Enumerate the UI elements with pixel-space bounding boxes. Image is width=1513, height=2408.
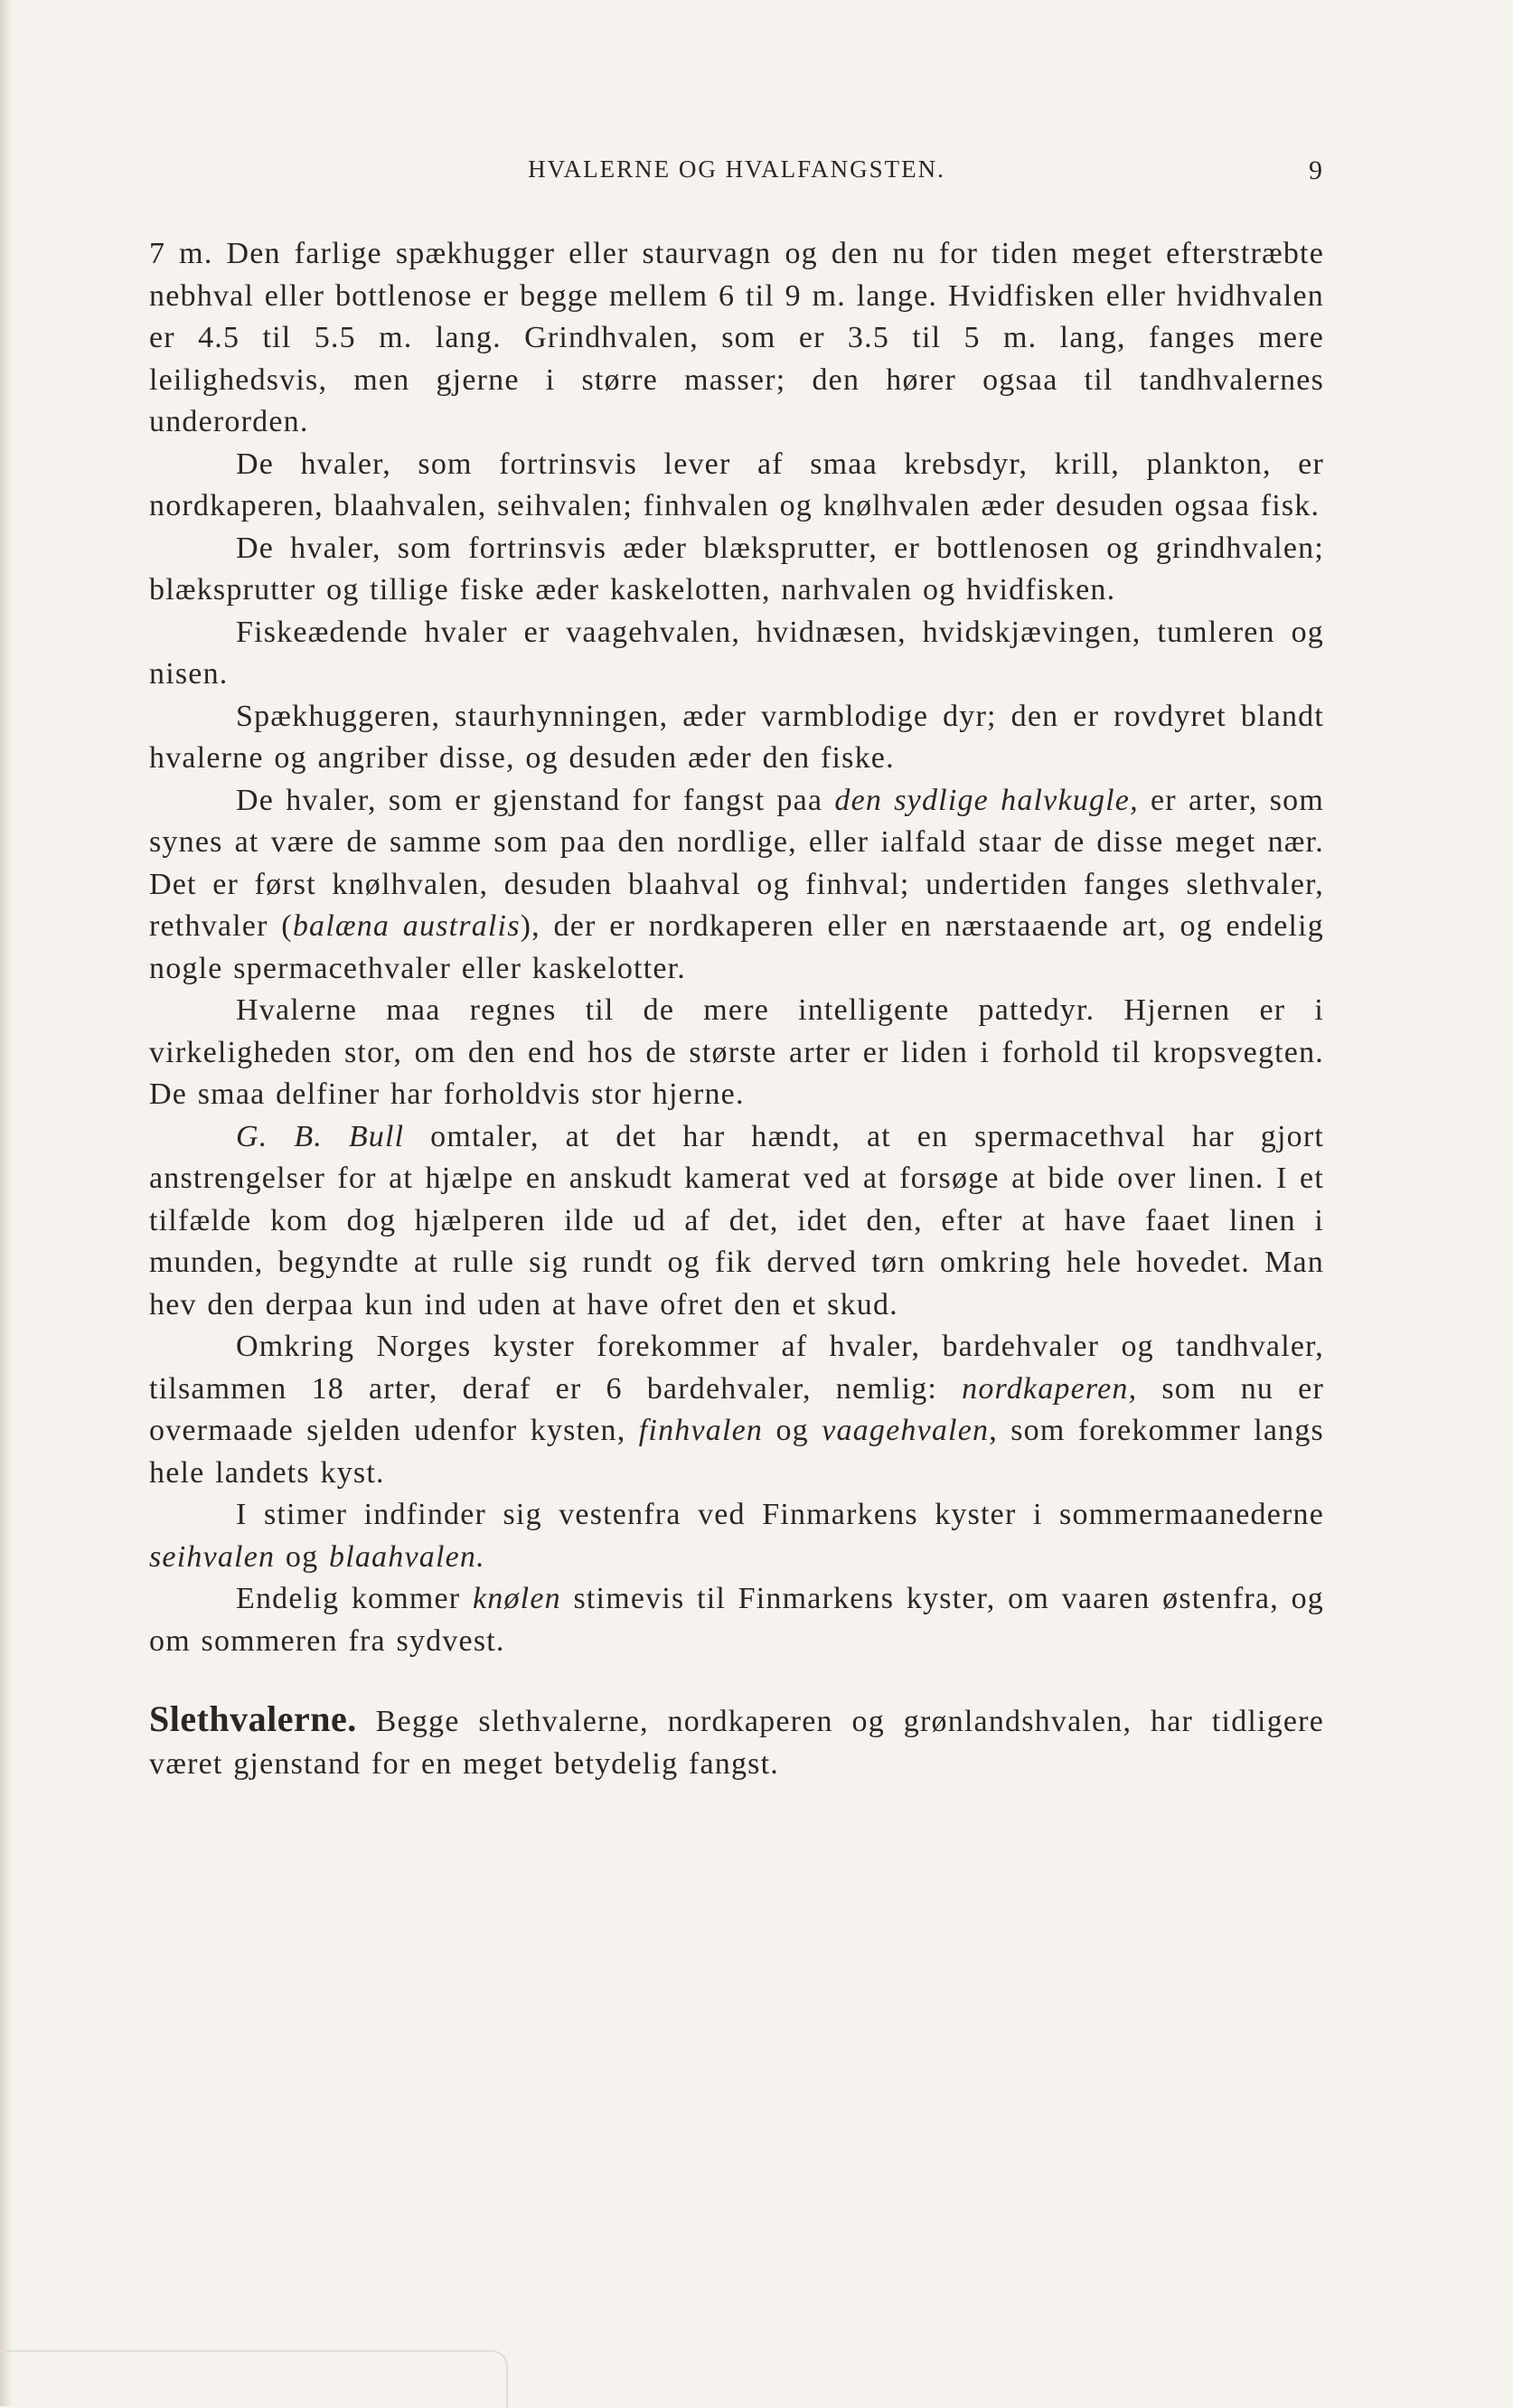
running-header <box>149 155 1324 192</box>
section-paragraph <box>149 1698 1324 1785</box>
paragraph <box>149 1578 1324 1662</box>
text-run: Spækhuggeren, staurhynningen, æder varmblodige dyr; den er rovdyret blandt hvalerne og angriber disse, og desuden æder den fiske. <box>149 699 1324 775</box>
italic-run: nordkaperen, <box>962 1371 1138 1406</box>
italic-run: balæna australis <box>292 909 521 943</box>
page-number: 9 <box>1309 155 1324 185</box>
text-run: De hvaler, som er gjenstand for fangst paa <box>236 783 835 817</box>
italic-run: G. B. Bull <box>236 1119 405 1153</box>
page-binding-edge <box>0 0 13 2406</box>
italic-run: knølen <box>472 1582 561 1615</box>
text-run: I stimer indfinder sig vestenfra ved Finmarkens kyster i sommermaanederne <box>236 1498 1324 1531</box>
section-text: Begge slethvalerne, nordkaperen og grønlandshvalen, har tidligere været gjenstand for en meget betydelig fangst. <box>149 1705 1324 1781</box>
text-run: De hvaler, som fortrinsvis lever af smaa krebsdyr, krill, plankton, er nordkaperen, blaahvalen, seihvalen; finhvalen og knølhvalen æder desuden ogsaa fisk. <box>149 447 1324 522</box>
italic-run: blaahvalen. <box>329 1539 485 1574</box>
header-title: HVALERNE OG HVALFANGSTEN. <box>528 155 945 183</box>
paragraph <box>149 528 1324 612</box>
italic-run: seihvalen <box>149 1539 276 1574</box>
text-run: omtaler, at det har hændt, at en spermacethval har gjort anstrengelser for at hjælpe en anskudt kamerat ved at forsøge at bide over linen. I et tilfælde kom dog hjælperen ilde ud af det, idet den, efter at have faaet linen i munden, begyndte at rulle sig rundt og fik derved tørn omkring hele hovedet. Man hev den derpaa kun ind uden at have ofret den et skud. <box>149 1119 1324 1322</box>
paragraph <box>149 612 1324 696</box>
paragraph <box>149 696 1324 780</box>
text-run: De hvaler, som fortrinsvis æder blæksprutter, er bottlenosen og grindhvalen; blæksprutter og tillige fiske æder kaskelotten, narhvalen og hvidfisken. <box>149 531 1324 607</box>
paragraph <box>149 444 1324 528</box>
text-run: Omkring Norges kyster forekommer af hvaler, bardehvaler og tandhvaler, tilsammen 18 arter, deraf er 6 bardehvaler, nemlig: <box>149 1330 1324 1406</box>
italic-run: den sydlige halvkugle, <box>834 783 1139 817</box>
paragraph <box>149 1494 1324 1578</box>
text-run: Endelig kommer <box>236 1582 473 1615</box>
text-run: ), der er nordkaperen eller en nærstaaende art, og endelig nogle spermacethvaler eller kaskelotter. <box>149 909 1324 985</box>
paragraph <box>149 233 1324 444</box>
section-heading: Slethvalerne. <box>149 1698 357 1739</box>
text-run: Fiskeædende hvaler er vaagehvalen, hvidnæsen, hvidskjævingen, tumleren og nisen. <box>149 615 1324 691</box>
text-run: og <box>763 1414 822 1447</box>
text-run: Hvalerne maa regnes til de mere intelligente pattedyr. Hjernen er i virkeligheden stor, om den end hos de største arter er liden i forhold til kropsvegten. De smaa delfiner har forholdvis stor hjerne. <box>149 993 1324 1111</box>
text-run: stimevis til Finmarkens kyster, om vaaren østenfra, og om sommeren fra sydvest. <box>149 1582 1324 1658</box>
text-run: og <box>275 1539 330 1574</box>
italic-run: vaagehvalen <box>822 1414 990 1447</box>
text-run: , som forekommer langs hele landets kyst. <box>149 1414 1324 1490</box>
paragraph <box>149 1116 1324 1327</box>
page-corner-mark <box>0 2350 508 2408</box>
text-run: som nu er overmaade sjelden udenfor kysten, <box>149 1371 1324 1447</box>
paragraph <box>149 1326 1324 1494</box>
text-run: er arter, som synes at være de samme som paa den nordlige, eller ialfald staar de disse meget nær. Det er først knølhvalen, desuden blaahval og finhval; undertiden fanges slethvaler, rethvaler ( <box>149 783 1324 943</box>
paragraph <box>149 990 1324 1116</box>
paragraph <box>149 780 1324 991</box>
body-text <box>149 233 1324 1785</box>
text-run: 7 m. Den farlige spækhugger eller staurvagn og den nu for tiden meget efterstræbte nebhval eller bottlenose er begge mellem 6 til 9 m. lange. Hvidfisken eller hvidhvalen er 4.5 til 5.5 m. lang. Grindhvalen, som er 3.5 til 5 m. lang, fanges mere leilighedsvis, men gjerne i større masser; den hører ogsaa til tandhvalernes underorden. <box>149 237 1324 438</box>
italic-run: finhvalen <box>638 1414 764 1447</box>
